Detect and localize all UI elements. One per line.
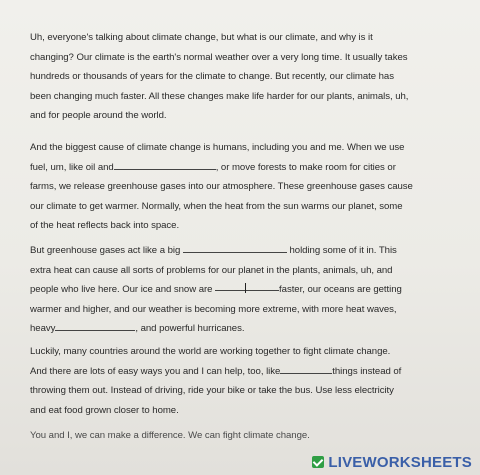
text-line xyxy=(30,241,450,261)
answer-blank-4[interactable] xyxy=(55,320,135,331)
text-line: of the heat reflects back into space. xyxy=(30,220,180,231)
paragraph-effects xyxy=(30,241,450,339)
text-fragment: , or move forests to make room for cities or xyxy=(215,161,396,173)
text-line xyxy=(30,362,450,382)
text-line: our climate to get warmer. Normally, when the heat from the sun warms our planet, some xyxy=(30,200,403,212)
text-fragment: things instead of xyxy=(332,365,402,377)
answer-blank-2[interactable] xyxy=(183,242,287,253)
text-line xyxy=(30,319,450,339)
text-fragment: people who live here. Our ice and snow are xyxy=(30,284,213,295)
answer-blank-3[interactable] xyxy=(215,280,279,291)
text-line xyxy=(30,280,450,300)
text-fragment: And there are lots of easy ways you and I can help, too, like xyxy=(30,365,281,377)
paragraph-causes xyxy=(30,138,450,236)
liveworksheets-logo[interactable] xyxy=(312,454,472,471)
paragraph-closing xyxy=(30,426,450,446)
text-fragment: holding some of it in. This xyxy=(289,245,397,256)
text-line: been changing much faster. All these changes make life harder for our plants, animals, uh, xyxy=(30,90,409,102)
text-line: and for people around the world. xyxy=(30,110,167,121)
text-line: Luckily, many countries around the world are working together to fight climate change. xyxy=(30,346,391,357)
text-line: and eat food grown closer to home. xyxy=(30,404,179,416)
text-line: extra heat can cause all sorts of problems for our planet in the plants, animals, uh, and xyxy=(30,264,393,276)
text-line: farms, we release greenhouse gases into our atmosphere. These greenhouse gases cause xyxy=(30,181,413,192)
text-line: warmer and higher, and our weather is becoming more extreme, with more heat waves, xyxy=(30,303,397,315)
answer-blank-1[interactable] xyxy=(114,159,216,170)
paragraph-intro xyxy=(30,28,450,126)
text-line xyxy=(30,158,450,178)
text-fragment: heavy xyxy=(30,323,56,334)
answer-blank-5[interactable] xyxy=(280,363,332,374)
text-line: hundreds or thousands of years for the climate to change. But recently, our climate has xyxy=(30,71,394,82)
text-line: throwing them out. Instead of driving, ride your bike or take the bus. Use less electricity xyxy=(30,385,394,396)
text-fragment: faster, our oceans are getting xyxy=(279,284,402,295)
text-line: Uh, everyone's talking about climate change, but what is our climate, and why is it xyxy=(30,32,373,43)
liveworksheets-check-icon xyxy=(312,456,324,468)
text-cursor xyxy=(245,283,246,293)
text-fragment: But greenhouse gases act like a big xyxy=(30,245,181,256)
text-fragment: fuel, um, like oil and xyxy=(30,161,114,173)
text-line: You and I, we can make a difference. We can fight climate change. xyxy=(30,430,310,441)
logo-text: LIVEWORKSHEETS xyxy=(328,454,472,471)
paragraph-solutions xyxy=(30,342,450,420)
text-line: changing? Our climate is the earth's normal weather over a very long time. It usually takes xyxy=(30,51,408,63)
text-line: And the biggest cause of climate change is humans, including you and me. When we use xyxy=(30,142,405,153)
text-fragment: , and powerful hurricanes. xyxy=(135,323,245,334)
